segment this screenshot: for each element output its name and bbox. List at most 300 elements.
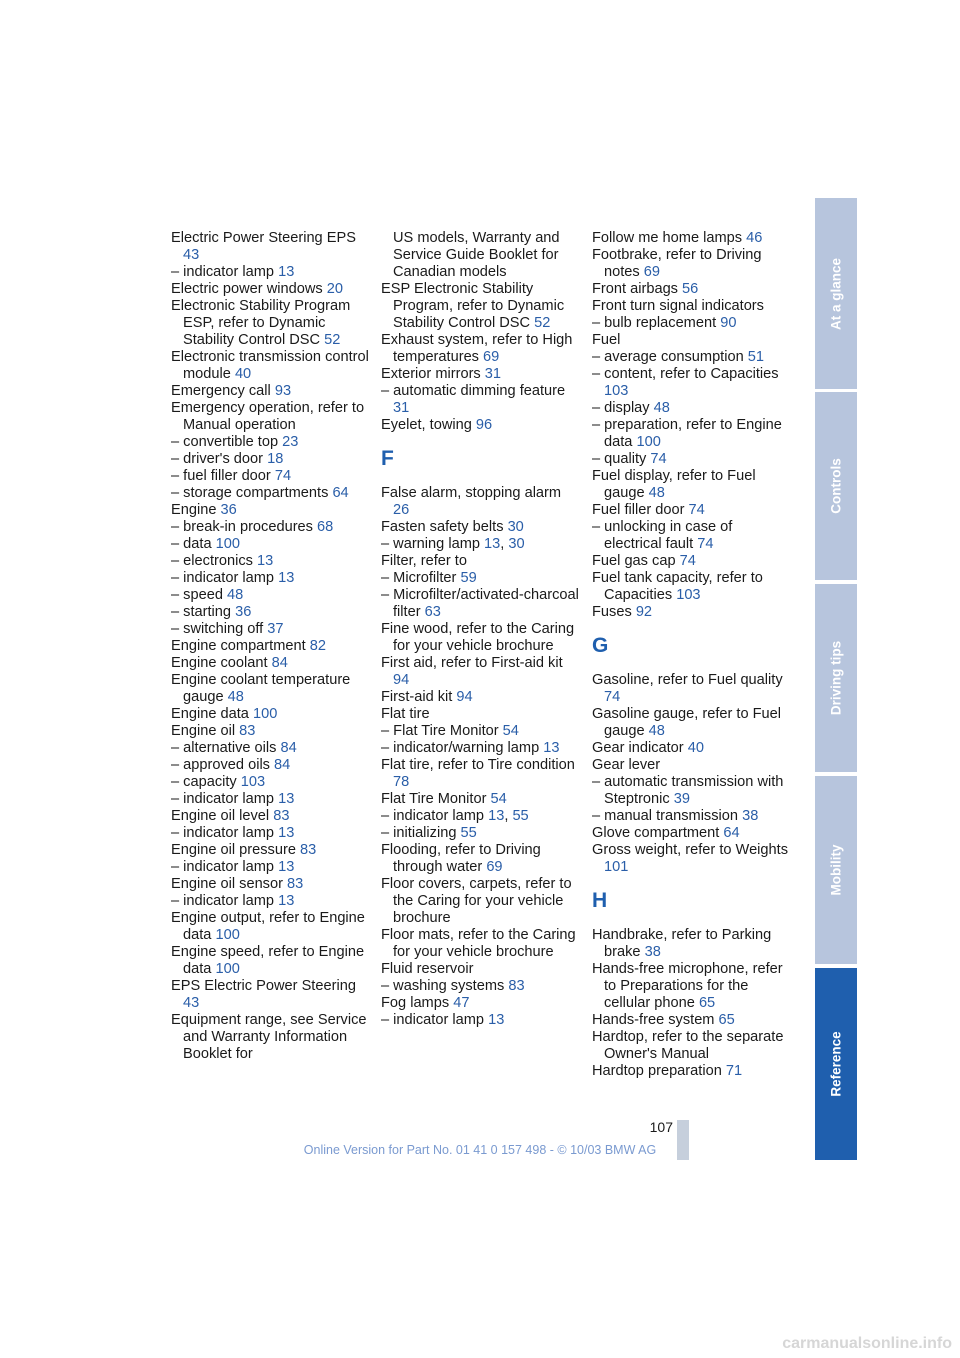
index-entry — [592, 757, 792, 774]
page-reference-link[interactable]: 26 — [393, 502, 410, 518]
index-entry-text: Eyelet, towing — [381, 417, 472, 433]
page-reference-link[interactable]: 48 — [227, 689, 244, 705]
index-entry — [171, 825, 371, 842]
index-entry-text: False alarm, stopping alarm — [381, 485, 562, 501]
index-entry-text: Engine data — [171, 706, 249, 722]
index-entry — [171, 230, 371, 264]
index-entry — [381, 706, 581, 723]
index-entry — [381, 927, 581, 961]
index-entry-text: – automatic transmission with Steptronic — [592, 774, 784, 807]
page-reference-link[interactable]: 13 — [278, 825, 295, 841]
index-entry-text: Gross weight, refer to Weights — [592, 842, 789, 858]
page-reference-link[interactable]: 82 — [309, 638, 326, 654]
index-entry — [171, 281, 371, 298]
index-entry — [171, 910, 371, 944]
tab-label: At a glance — [828, 257, 844, 330]
index-entry — [171, 978, 371, 1012]
index-entry-text: – automatic dimming feature — [381, 383, 566, 399]
page-reference-link[interactable]: 83 — [239, 723, 256, 739]
index-entry-text: Electronic transmission control module — [171, 349, 369, 382]
index-entry — [592, 961, 792, 1012]
index-entry — [381, 825, 581, 842]
page-reference-link[interactable]: 13 — [278, 570, 295, 586]
page-reference-link[interactable]: 69 — [643, 264, 660, 280]
index-entry-text: – indicator lamp — [381, 1012, 485, 1028]
index-letter-heading: G — [592, 634, 609, 657]
page-reference-link[interactable]: 74 — [650, 451, 667, 467]
index-entry-text: Front turn signal indicators — [592, 298, 764, 314]
index-entry — [592, 825, 792, 842]
index-entry — [381, 417, 581, 434]
index-entry — [171, 638, 371, 655]
index-entry — [381, 876, 581, 927]
index-entry — [592, 281, 792, 298]
index-entry-text: Follow me home lamps — [592, 230, 743, 246]
index-entry — [592, 502, 792, 519]
index-entry — [592, 1012, 792, 1029]
page-reference-link[interactable]: 64 — [723, 825, 740, 841]
index-entry-text: US models, Warranty and Service Guide Booklet for Canadian models — [393, 230, 560, 280]
index-entry — [171, 298, 371, 349]
index-entry — [381, 519, 581, 536]
page-reference-link[interactable]: 54 — [490, 791, 507, 807]
page-reference-link[interactable]: 48 — [648, 723, 665, 739]
index-entry — [381, 621, 581, 655]
index-entry-text: Fuel gas cap — [592, 553, 676, 569]
page-reference-link[interactable]: 94 — [393, 672, 410, 688]
tab-label: Reference — [828, 1031, 844, 1097]
index-entry — [592, 1029, 792, 1063]
tab-label: Driving tips — [828, 640, 844, 716]
index-entry-text: – indicator lamp — [171, 859, 275, 875]
index-entry-text: Handbrake, refer to Parking brake — [592, 927, 772, 960]
index-entry-text: – display — [592, 400, 650, 416]
index-entry-text: Gear indicator — [592, 740, 684, 756]
index-entry-text: – unlocking in case of electrical fault — [592, 519, 733, 552]
index-entry-text: Hardtop, refer to the separate Owner's Manual — [592, 1029, 784, 1062]
index-entry — [381, 230, 581, 281]
index-entry-text: – bulb replacement — [592, 315, 717, 331]
page-reference-link[interactable]: 84 — [274, 757, 291, 773]
page-reference-link[interactable]: 47 — [453, 995, 470, 1011]
index-entry — [171, 383, 371, 400]
page-reference-link[interactable]: 74 — [697, 536, 714, 552]
index-entry — [592, 927, 792, 961]
index-entry — [381, 978, 581, 995]
index-entry — [171, 859, 371, 876]
section-tabs — [815, 198, 857, 1160]
index-entry — [171, 1012, 371, 1063]
index-entry-text: – average consumption — [592, 349, 744, 365]
index-entry-text: Fuel — [592, 332, 621, 348]
index-entry — [381, 383, 581, 417]
index-entry — [381, 740, 581, 757]
index-entry-text: – indicator/warning lamp — [381, 740, 540, 756]
page-reference-link[interactable]: 52 — [324, 332, 341, 348]
page-reference-link[interactable]: 103 — [676, 587, 701, 603]
index-entry — [381, 995, 581, 1012]
index-entry — [171, 876, 371, 893]
index-entry — [171, 536, 371, 553]
index-entry-text: – electronics — [171, 553, 253, 569]
index-entry — [381, 791, 581, 808]
index-entry — [171, 808, 371, 825]
page-reference-link[interactable]: 37 — [267, 621, 284, 637]
index-entry — [592, 230, 792, 247]
page-reference-link[interactable]: 56 — [682, 281, 699, 297]
index-entry — [171, 264, 371, 281]
tab-mobility[interactable] — [815, 776, 857, 964]
page-reference-link[interactable]: 68 — [317, 519, 334, 535]
tab-at-a-glance[interactable] — [815, 198, 857, 389]
index-entry — [592, 247, 792, 281]
index-column-1 — [171, 230, 371, 1063]
index-entry-text: – warning lamp — [381, 536, 480, 552]
page-reference-link[interactable]: 52 — [534, 315, 551, 331]
index-entry-text: Electric Power Steering EPS — [171, 230, 356, 246]
index-entry — [171, 672, 371, 706]
page-reference-link[interactable]: 69 — [486, 859, 503, 875]
page-reference-link[interactable]: 13 — [278, 859, 295, 875]
page-reference-link[interactable]: 83 — [300, 842, 317, 858]
page-reference-link[interactable]: 13 — [543, 740, 560, 756]
index-entry-text: – quality — [592, 451, 647, 467]
page-reference-link[interactable]: 39 — [673, 791, 691, 807]
page-reference-link[interactable]: 100 — [215, 961, 240, 977]
page-reference-link[interactable]: 43 — [183, 247, 200, 263]
index-entry — [381, 961, 581, 978]
index-entry — [381, 587, 581, 621]
page-reference-link[interactable]: 48 — [227, 587, 244, 603]
index-entry-text: – capacity — [171, 774, 237, 790]
index-entry-text: Engine oil level — [171, 808, 270, 824]
index-entry — [381, 689, 581, 706]
page-reference-link[interactable]: 38 — [742, 808, 759, 824]
index-entry-text: Fuel tank capacity, refer to Capacities — [592, 570, 763, 603]
page-reference-link[interactable]: 13 — [488, 1012, 505, 1028]
index-entry — [592, 468, 792, 502]
page-reference-link[interactable]: 31 — [484, 366, 502, 382]
page-reference-link[interactable]: 74 — [274, 468, 292, 484]
page-reference-link[interactable]: 30 — [508, 536, 525, 552]
page-reference-link[interactable]: 48 — [648, 485, 665, 501]
index-entry-text: First-aid kit — [381, 689, 453, 705]
index-entry-text: – data — [171, 536, 212, 552]
index-entry — [592, 349, 792, 366]
index-entry-text: First aid, refer to First-aid kit — [381, 655, 563, 671]
page-reference-link[interactable]: 83 — [508, 978, 525, 994]
page-reference-link[interactable]: 13 — [488, 808, 505, 824]
index-entry — [171, 740, 371, 757]
index-entry — [381, 281, 581, 332]
index-entry-text: Electric power windows — [171, 281, 323, 297]
index-entry-text: Hands-free system — [592, 1012, 715, 1028]
index-entry-text: – indicator lamp — [171, 825, 275, 841]
page-reference-link[interactable]: 51 — [747, 349, 765, 365]
page-reference-link[interactable]: 36 — [220, 502, 237, 518]
index-entry — [592, 842, 792, 876]
index-entry — [171, 842, 371, 859]
index-entry-text: Emergency call — [171, 383, 271, 399]
index-entry-text: Equipment range, see Service and Warranty Information Booklet for — [171, 1012, 367, 1062]
tab-label: Mobility — [828, 844, 844, 896]
index-entry — [171, 451, 371, 468]
index-entry — [171, 400, 371, 434]
page-reference-link[interactable]: 69 — [483, 349, 500, 365]
index-letter-heading: H — [592, 889, 608, 912]
page-reference-link[interactable]: 64 — [332, 485, 349, 501]
tab-reference[interactable] — [815, 968, 857, 1160]
index-entry — [171, 587, 371, 604]
index-entry-text: Gear lever — [592, 757, 661, 773]
index-entry — [592, 672, 792, 706]
index-entry — [592, 570, 792, 604]
index-entry-text: EPS Electric Power Steering — [171, 978, 356, 994]
index-entry-text: Gasoline gauge, refer to Fuel gauge — [592, 706, 782, 739]
page-reference-link[interactable]: 103 — [604, 383, 629, 399]
index-entry — [171, 944, 371, 978]
index-entry-text: Exterior mirrors — [381, 366, 481, 382]
index-entry-text: – indicator lamp — [171, 893, 275, 909]
index-entry — [592, 400, 792, 417]
index-entry — [381, 757, 581, 791]
index-entry-text: Gasoline, refer to Fuel quality — [592, 672, 783, 688]
index-entry-text: Fasten safety belts — [381, 519, 504, 535]
index-entry — [171, 774, 371, 791]
index-entry-text: Fuel display, refer to Fuel gauge — [592, 468, 756, 501]
index-entry-text: – switching off — [171, 621, 264, 637]
page-reference-link[interactable]: 83 — [273, 808, 290, 824]
page-reference-link[interactable]: 40 — [234, 366, 252, 382]
index-entry — [171, 791, 371, 808]
page-reference-link[interactable]: 100 — [252, 706, 278, 722]
page-reference-link[interactable]: 103 — [240, 774, 266, 790]
index-entry — [592, 740, 792, 757]
index-entry — [171, 519, 371, 536]
page-reference-link[interactable]: 18 — [267, 451, 284, 467]
index-entry-text: Floor mats, refer to the Caring for your vehicle brochure — [381, 927, 576, 960]
index-entry — [592, 315, 792, 332]
index-entry-text: Emergency operation, refer to Manual operation — [171, 400, 365, 433]
index-entry — [171, 723, 371, 740]
page-reference-link[interactable]: 54 — [502, 723, 519, 739]
index-entry — [171, 757, 371, 774]
index-entry-text: Fine wood, refer to the Caring for your vehicle brochure — [381, 621, 575, 654]
page-reference-link[interactable]: 100 — [636, 434, 661, 450]
index-entry — [171, 706, 371, 723]
page-reference-link[interactable]: 96 — [475, 417, 493, 433]
index-entry — [171, 553, 371, 570]
index-entry-text: – storage compartments — [171, 485, 329, 501]
page-reference-link[interactable]: 93 — [274, 383, 292, 399]
page-reference-link[interactable]: 46 — [746, 230, 763, 246]
index-entry-text: – convertible top — [171, 434, 279, 450]
index-entry-text: Fluid reservoir — [381, 961, 474, 977]
index-entry-text: – manual transmission — [592, 808, 739, 824]
index-entry: – warning lamp 13, 30 — [381, 536, 525, 552]
page-reference-link[interactable]: 13 — [278, 264, 295, 280]
index-entry — [381, 366, 581, 383]
page-reference-link[interactable]: 40 — [687, 740, 704, 756]
index-column-3 — [592, 230, 792, 1080]
index-entry-text: Fuses — [592, 604, 632, 620]
page-reference-link[interactable]: 71 — [725, 1063, 743, 1079]
index-entry-text: – content, refer to Capacities — [592, 366, 779, 382]
page-reference-link[interactable]: 31 — [393, 400, 410, 416]
index-entry — [592, 553, 792, 570]
index-entry — [381, 485, 581, 519]
index-entry-text: Hardtop preparation — [592, 1063, 722, 1079]
page-reference-link[interactable]: 55 — [460, 825, 477, 841]
index-entry — [171, 502, 371, 519]
page-reference-link[interactable]: 92 — [635, 604, 653, 620]
index-entry-text: Fuel filler door — [592, 502, 685, 518]
index-entry-text: – indicator lamp — [171, 570, 275, 586]
page-reference-link[interactable]: 101 — [604, 859, 629, 875]
index-entry — [592, 706, 792, 740]
page-reference-link[interactable]: 13 — [278, 893, 295, 909]
index-entry-text: Engine coolant — [171, 655, 268, 671]
page-reference-link[interactable]: 84 — [280, 740, 297, 756]
index-entry-text: – approved oils — [171, 757, 270, 773]
index-entry-text: Engine oil — [171, 723, 236, 739]
page-reference-link[interactable]: 74 — [604, 689, 621, 705]
index-entry-text: – speed — [171, 587, 223, 603]
page-reference-link[interactable]: 78 — [393, 774, 410, 790]
index-entry-text: Filter, refer to — [381, 553, 467, 569]
page-reference-link[interactable]: 90 — [720, 315, 737, 331]
page-reference-link[interactable]: 55 — [512, 808, 529, 824]
page-reference-link[interactable]: 13 — [484, 536, 501, 552]
page-reference-link[interactable]: 84 — [271, 655, 288, 671]
page-reference-link[interactable]: 100 — [215, 536, 240, 552]
page-reference-link[interactable]: 43 — [183, 995, 200, 1011]
index-entry: – indicator lamp 13, 55 — [381, 808, 529, 824]
tab-driving-tips[interactable] — [815, 584, 857, 772]
page-reference-link[interactable]: 30 — [507, 519, 524, 535]
page-reference-link[interactable]: 13 — [278, 791, 295, 807]
page-reference-link[interactable]: 48 — [653, 400, 670, 416]
index-entry — [592, 332, 792, 349]
index-entry — [171, 570, 371, 587]
index-entry — [381, 655, 581, 689]
index-entry-text: Engine output, refer to Engine data — [171, 910, 365, 943]
index-entry — [592, 451, 792, 468]
page-reference-link[interactable]: 83 — [287, 876, 304, 892]
index-entry-text: – Flat Tire Monitor — [381, 723, 499, 739]
index-entry — [592, 298, 792, 315]
page-reference-link[interactable]: 38 — [644, 944, 661, 960]
footer-text: Online Version for Part No. 01 41 0 157 498 - © 10/03 BMW AG — [303, 1143, 657, 1157]
index-entry-text: – Microfilter/activated-charcoal filter — [381, 587, 579, 620]
page-reference-link[interactable]: 65 — [698, 995, 716, 1011]
index-entry-text: Floor covers, carpets, refer to the Caring for your vehicle brochure — [381, 876, 572, 926]
index-entry-text: ESP Electronic Stability Program, refer to Dynamic Stability Control DSC — [381, 281, 565, 331]
index-entry-text: – alternative oils — [171, 740, 277, 756]
index-entry-text: – preparation, refer to Engine data — [592, 417, 782, 450]
page-reference-link[interactable]: 74 — [679, 553, 696, 569]
index-entry-text: Engine — [171, 502, 217, 518]
index-entry-text: Engine coolant temperature gauge — [171, 672, 351, 705]
tab-controls[interactable] — [815, 392, 857, 580]
index-entry — [171, 604, 371, 621]
page-reference-link[interactable]: 100 — [215, 927, 240, 943]
index-entry-text: – break-in procedures — [171, 519, 313, 535]
index-entry — [592, 774, 792, 808]
index-entry-text: Flooding, refer to Driving through water — [381, 842, 541, 875]
page-reference-link[interactable]: 13 — [257, 553, 274, 569]
index-entry — [592, 519, 792, 553]
page-reference-link[interactable]: 63 — [424, 604, 441, 620]
index-entry — [381, 553, 581, 570]
page-reference-link[interactable]: 65 — [718, 1012, 735, 1028]
index-entry-text: Flat tire — [381, 706, 430, 722]
page-reference-link[interactable]: 20 — [326, 281, 343, 297]
index-entry — [381, 570, 581, 587]
page-reference-link[interactable]: 74 — [688, 502, 705, 518]
index-entry-text: – Microfilter — [381, 570, 457, 586]
index-entry-text: – starting — [171, 604, 232, 620]
index-entry — [381, 723, 581, 740]
index-entry — [381, 332, 581, 366]
index-entry — [592, 417, 792, 451]
index-entry-text: – indicator lamp — [171, 791, 275, 807]
index-entry-text: – initializing — [381, 825, 457, 841]
index-entry — [171, 893, 371, 910]
page-reference-link[interactable]: 23 — [282, 434, 299, 450]
index-entry-text: – fuel filler door — [171, 468, 271, 484]
index-entry-text: Hands-free microphone, refer to Preparations for the cellular phone — [592, 961, 783, 1011]
page-number: 107 — [649, 1119, 673, 1135]
page-reference-link[interactable]: 59 — [460, 570, 477, 586]
index-letter-heading: F — [381, 447, 394, 470]
index-entry — [381, 1012, 581, 1029]
index-entry-text: – indicator lamp — [381, 808, 485, 824]
index-entry — [171, 621, 371, 638]
index-entry-text: Engine oil sensor — [171, 876, 283, 892]
index-entry-text: Electronic Stability Program ESP, refer to Dynamic Stability Control DSC — [171, 298, 351, 348]
index-entry-text: – driver's door — [171, 451, 264, 467]
index-column-2 — [381, 230, 581, 1029]
page-reference-link[interactable]: 94 — [456, 689, 473, 705]
index-entry-text: – indicator lamp — [171, 264, 275, 280]
index-entry-text: Front airbags — [592, 281, 678, 297]
index-entry — [171, 485, 371, 502]
index-entry-text: Flat Tire Monitor — [381, 791, 487, 807]
tab-label: Controls — [828, 458, 844, 514]
index-entry-text: Engine oil pressure — [171, 842, 296, 858]
index-entry — [592, 366, 792, 400]
watermark: carmanualsonline.info — [782, 1335, 952, 1352]
index-entry-text: Exhaust system, refer to High temperatures — [381, 332, 573, 365]
index-entry-text: Flat tire, refer to Tire condition — [381, 757, 575, 773]
index-entry — [592, 604, 792, 621]
index-entry-text: Engine compartment — [171, 638, 306, 654]
index-entry — [381, 842, 581, 876]
index-entry — [592, 1063, 792, 1080]
index-entry-text: Fog lamps — [381, 995, 450, 1011]
index-entry — [171, 468, 371, 485]
index-entry-text: Footbrake, refer to Driving notes — [592, 247, 762, 280]
index-entry — [171, 655, 371, 672]
index-entry-text: Glove compartment — [592, 825, 720, 841]
index-entry — [171, 434, 371, 451]
index-entry — [592, 808, 792, 825]
page-reference-link[interactable]: 36 — [235, 604, 252, 620]
index-entry-text: – washing systems — [381, 978, 505, 994]
index-entry-text: Engine speed, refer to Engine data — [171, 944, 365, 977]
index-entry — [171, 349, 371, 383]
